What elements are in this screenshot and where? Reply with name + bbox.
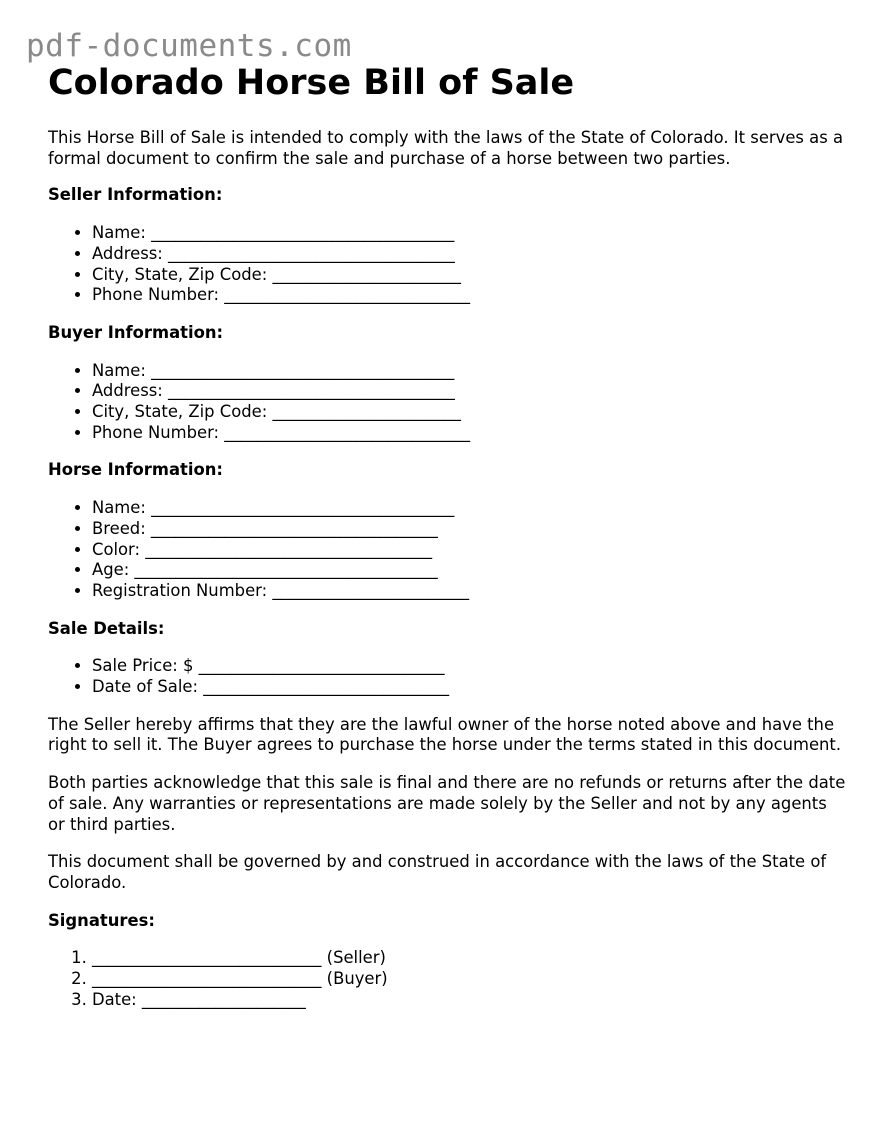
horse-name-field: • Name: _____________________________________ — [92, 498, 848, 519]
buyer-address-field: • Address: ___________________________________ — [92, 381, 848, 402]
seller-signature-line: 1. ____________________________ (Seller) — [92, 948, 848, 969]
buyer-section-heading: Buyer Information: — [48, 322, 224, 342]
horse-color-field: • Color: ___________________________________ — [92, 540, 848, 561]
sale-price-field: • Sale Price: $ ______________________________ — [92, 656, 848, 677]
buyer-name-field: • Name: _____________________________________ — [92, 361, 848, 382]
buyer-info-list — [48, 361, 848, 444]
intro-paragraph: This Horse Bill of Sale is intended to comply with the laws of the State of Colorado. It serves as a formal document to confirm the sale and purchase of a horse between two parties. — [48, 128, 844, 168]
signatures-list — [48, 948, 848, 1010]
sale-date-field: • Date of Sale: ______________________________ — [92, 677, 848, 698]
horse-registration-field: • Registration Number: ________________________ — [92, 581, 848, 602]
buyer-city-state-zip-field: • City, State, Zip Code: _______________________ — [92, 402, 848, 423]
document-page — [48, 62, 848, 1011]
horse-breed-field: • Breed: ___________________________________ — [92, 519, 848, 540]
seller-city-state-zip-field: • City, State, Zip Code: _______________________ — [92, 265, 848, 286]
buyer-phone-field: • Phone Number: ______________________________ — [92, 423, 848, 444]
horse-info-list — [48, 498, 848, 602]
sale-details-list — [48, 656, 848, 697]
seller-address-field: • Address: ___________________________________ — [92, 244, 848, 265]
ownership-paragraph: The Seller hereby affirms that they are the lawful owner of the horse noted above and have the right to sell it. The Buyer agrees to purchase the horse under the terms stated in this document. — [48, 714, 842, 755]
signature-date-line: 3. Date: ____________________ — [92, 990, 848, 1011]
governing-law-paragraph: This document shall be governed by and construed in accordance with the laws of the State of Colorado. — [48, 852, 827, 892]
buyer-signature-line: 2. ____________________________ (Buyer) — [92, 969, 848, 990]
seller-phone-field: • Phone Number: ______________________________ — [92, 285, 848, 306]
final-sale-paragraph: Both parties acknowledge that this sale is final and there are no refunds or returns after the date of sale. Any warranties or representations are made solely by the Seller and not by any agents or third parties. — [48, 773, 846, 834]
sale-section-heading: Sale Details: — [48, 618, 165, 638]
seller-section-heading: Seller Information: — [48, 185, 223, 205]
document-title: Colorado Horse Bill of Sale — [48, 63, 575, 103]
seller-name-field: • Name: _____________________________________ — [92, 223, 848, 244]
signatures-section-heading: Signatures: — [48, 910, 155, 930]
horse-age-field: • Age: _____________________________________ — [92, 560, 848, 581]
horse-section-heading: Horse Information: — [48, 460, 223, 480]
seller-info-list — [48, 223, 848, 306]
watermark: pdf-documents.com — [26, 28, 352, 64]
